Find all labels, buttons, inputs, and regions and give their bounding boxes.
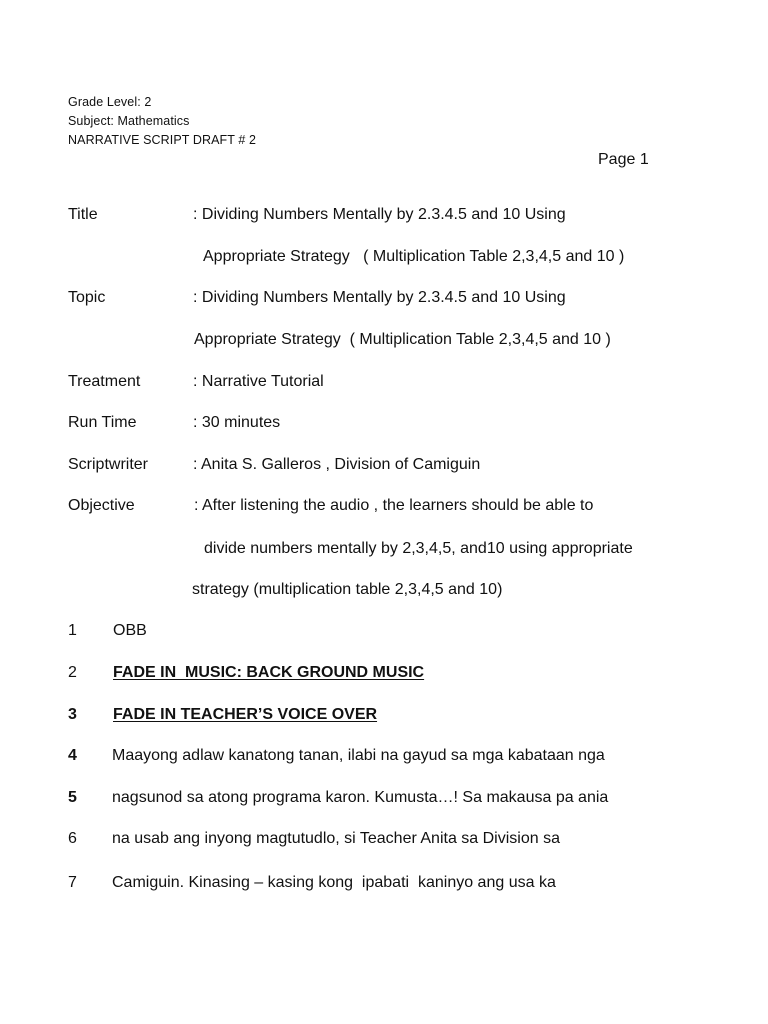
objective-value-line3: strategy (multiplication table 2,3,4,5 and 10)	[192, 581, 503, 598]
script-line-text: Maayong adlaw kanatong tanan, ilabi na gayud sa mga kabataan nga	[112, 747, 605, 764]
script-line-text: nagsunod sa atong programa karon. Kumusta…! Sa makausa pa ania	[112, 789, 609, 806]
topic-value-line1: : Dividing Numbers Mentally by 2.3.4.5 and 10 Using	[193, 289, 566, 306]
scriptwriter-label: Scriptwriter	[68, 456, 149, 473]
page-number: Page 1	[598, 151, 649, 168]
script-line-text: FADE IN MUSIC: BACK GROUND MUSIC	[113, 664, 425, 681]
scriptwriter-value: : Anita S. Galleros , Division of Camiguin	[193, 456, 481, 473]
title-value-line2: Appropriate Strategy ( Multiplication Table 2,3,4,5 and 10 )	[203, 248, 625, 265]
script-line-number: 2	[68, 664, 77, 681]
script-line-text: FADE IN TEACHER’S VOICE OVER	[113, 706, 378, 723]
topic-value-line2: Appropriate Strategy ( Multiplication Table 2,3,4,5 and 10 )	[194, 331, 611, 348]
run-time-label: Run Time	[68, 414, 137, 431]
objective-value-line2: divide numbers mentally by 2,3,4,5, and10 using appropriate	[204, 540, 633, 557]
topic-label: Topic	[68, 289, 106, 306]
script-line-text: na usab ang inyong magtutudlo, si Teacher Anita sa Division sa	[112, 830, 560, 847]
script-line-number: 3	[68, 706, 77, 723]
run-time-value: : 30 minutes	[193, 414, 281, 431]
objective-label: Objective	[68, 497, 135, 514]
script-line-text: Camiguin. Kinasing – kasing kong ipabati kaninyo ang usa ka	[112, 874, 556, 891]
grade-level: Grade Level: 2	[68, 95, 152, 109]
script-line-text: OBB	[113, 622, 147, 639]
script-line-number: 5	[68, 789, 77, 806]
script-line-number: 6	[68, 830, 77, 847]
title-label: Title	[68, 206, 98, 223]
script-line-number: 7	[68, 874, 77, 891]
script-line-number: 4	[68, 747, 77, 764]
title-value-line1: : Dividing Numbers Mentally by 2.3.4.5 and 10 Using	[193, 206, 566, 223]
treatment-value: : Narrative Tutorial	[193, 373, 324, 390]
objective-value-line1: : After listening the audio , the learners should be able to	[194, 497, 594, 514]
script-line-number: 1	[68, 622, 77, 639]
subject: Subject: Mathematics	[68, 114, 190, 128]
draft-label: NARRATIVE SCRIPT DRAFT # 2	[68, 133, 257, 147]
treatment-label: Treatment	[68, 373, 141, 390]
